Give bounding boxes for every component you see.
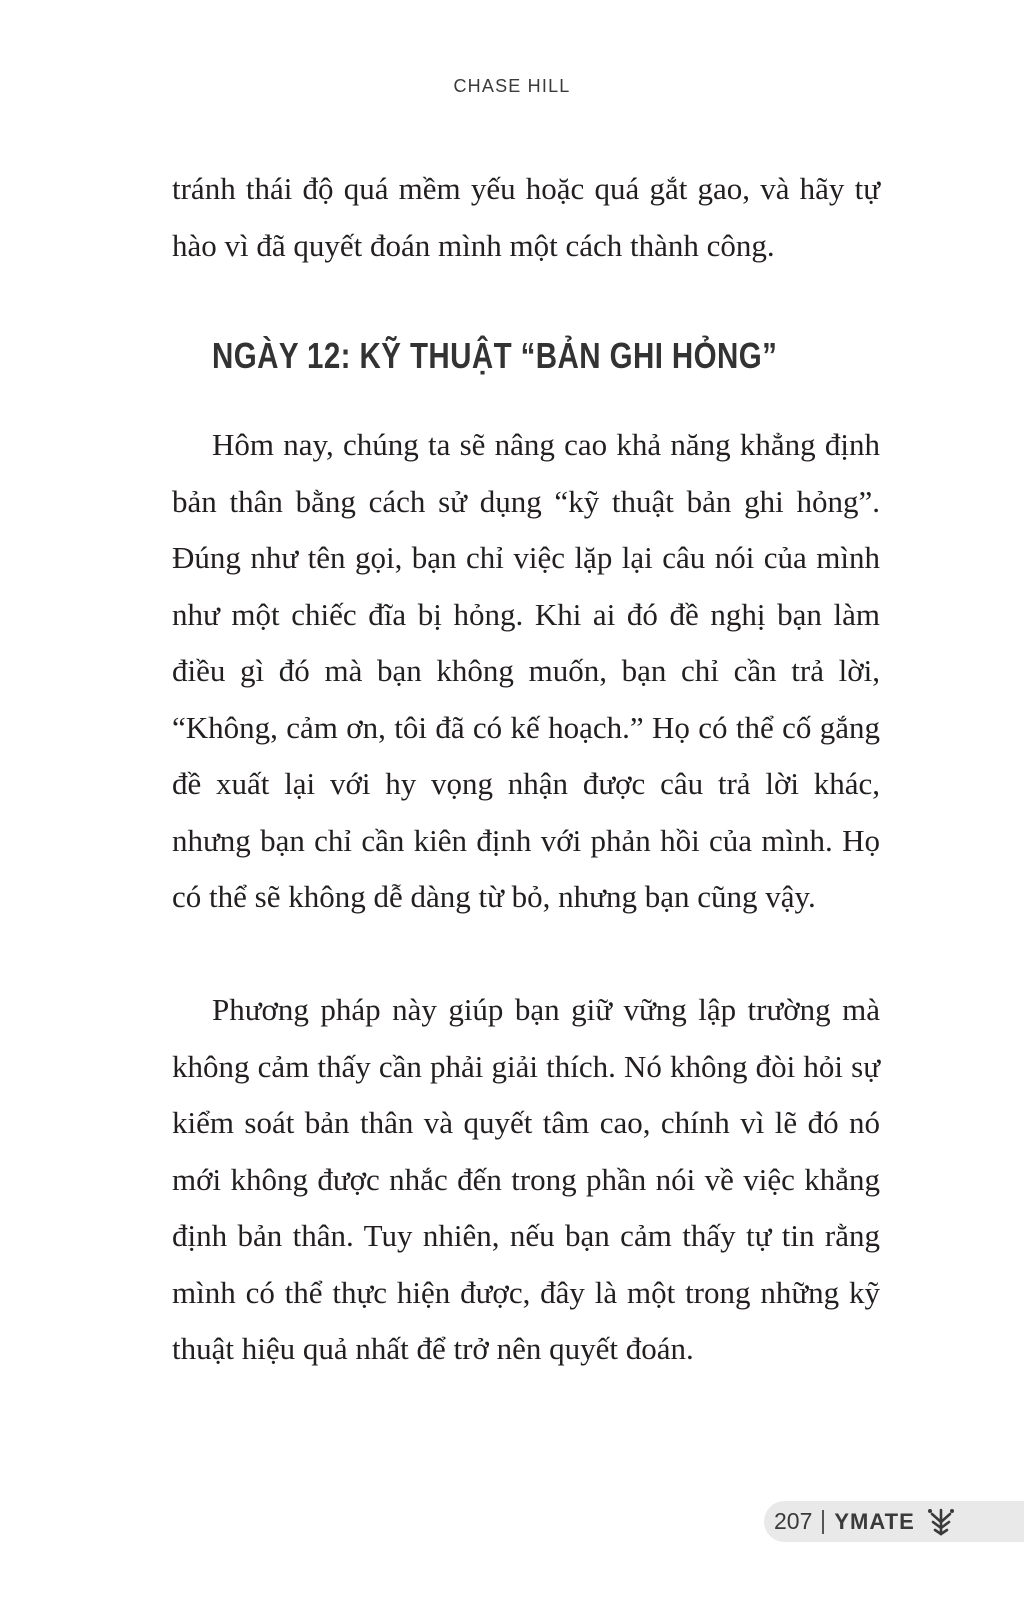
- page-number: 207: [774, 1508, 813, 1534]
- footer-divider: [822, 1510, 824, 1534]
- section-heading: NGÀY 12: KỸ THUẬT “BẢN GHI HỎNG”: [212, 335, 778, 376]
- continued-paragraph: tránh thái độ quá mềm yếu hoặc quá gắt gao, và hãy tự hào vì đã quyết đoán mình một cách thành công.: [172, 171, 880, 263]
- running-head: CHASE HILL: [453, 76, 571, 96]
- page-footer-tab: [764, 1501, 1024, 1542]
- ymate-logo-icon: [925, 1506, 957, 1538]
- body-paragraph-2: Phương pháp này giúp bạn giữ vững lập trường mà không cảm thấy cần phải giải thích. Nó không đòi hỏi sự kiểm soát bản thân và quyết tâm cao, chính vì lẽ đó nó mới không được nhắc đến trong phần nói về việc khẳng định bản thân. Tuy nhiên, nếu bạn cảm thấy tự tin rằng mình có thể thực hiện được, đây là một trong những kỹ thuật hiệu quả nhất để trở nên quyết đoán.: [172, 992, 880, 1366]
- publisher-name: YMATE: [834, 1508, 915, 1534]
- body-paragraph-1: Hôm nay, chúng ta sẽ nâng cao khả năng khẳng định bản thân bằng cách sử dụng “kỹ thuật bản ghi hỏng”. Đúng như tên gọi, bạn chỉ việc lặp lại câu nói của mình như một chiếc đĩa bị hỏng. Khi ai đó đề nghị bạn làm điều gì đó mà bạn không muốn, bạn chỉ cần trả lời, “Không, cảm ơn, tôi đã có kế hoạch.” Họ có thể cố gắng đề xuất lại với hy vọng nhận được câu trả lời khác, nhưng bạn chỉ cần kiên định với phản hồi của mình. Họ có thể sẽ không dễ dàng từ bỏ, nhưng bạn cũng vậy.: [172, 427, 880, 914]
